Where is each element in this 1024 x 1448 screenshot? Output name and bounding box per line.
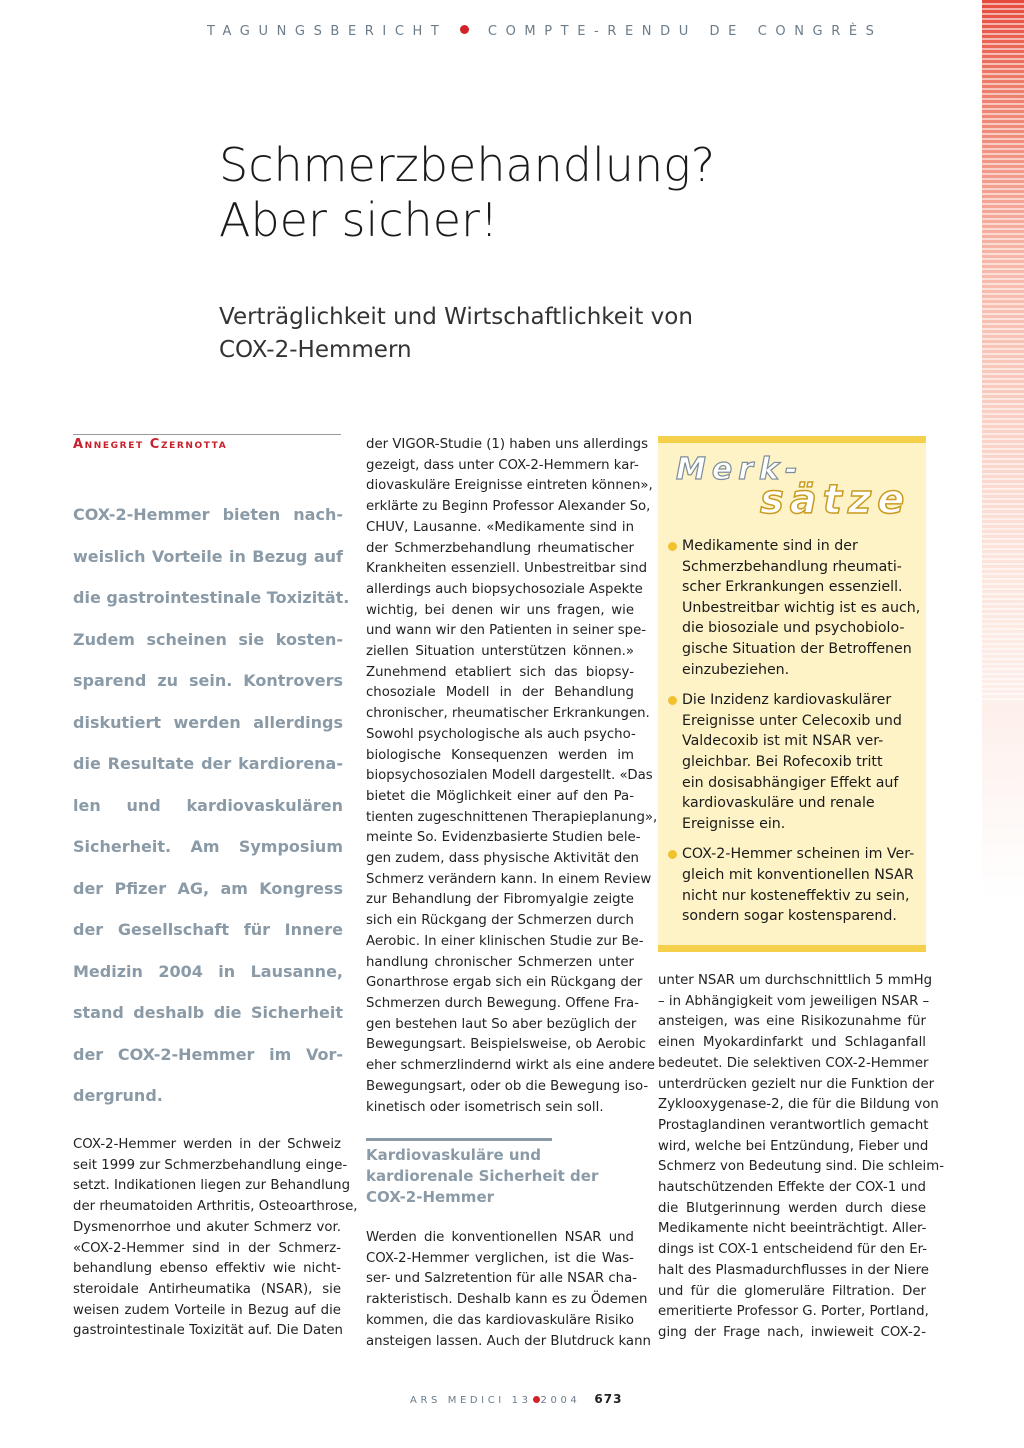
key-point-line: die biosoziale und psychobiolo- [682, 620, 905, 637]
key-point-line: Unbestreitbar wichtig ist es auch, [682, 599, 921, 616]
text-line: die Resultate der kardiorena- [73, 754, 343, 773]
text-line: Zyklooxygenase-2, die für die Bildung von [658, 1097, 939, 1113]
text-line: wird, welche bei Entzündung, Fieber und [658, 1138, 929, 1154]
text-line: gen zudem, dass physische Aktivität den [366, 851, 639, 867]
text-line: rakteristisch. Deshalb kann es zu Ödemen [366, 1292, 648, 1308]
text-line: eher schmerzlindernd wirkt als eine andere [366, 1058, 655, 1074]
header-right: COMPTE-RENDU DE CONGRÈS [487, 24, 883, 39]
text-line: weisen zudem Vorteile in Bezug auf die [73, 1302, 341, 1318]
footer-dot-icon [533, 1396, 540, 1403]
text-line: dergrund. [73, 1086, 163, 1105]
text-line: ging der Frage nach, inwieweit COX-2- [658, 1324, 926, 1340]
text-line: Krankheiten essenziell. Unbestreitbar sind [366, 561, 648, 577]
text-line: diovaskuläre Ereignisse eintreten können», [366, 478, 653, 494]
text-line: halt des Plasmadurchflusses in der Niere [658, 1262, 929, 1278]
text-line: zur Behandlung der Fibromyalgie zeigte [366, 892, 634, 908]
key-point-line: Medikamente sind in der [682, 538, 858, 554]
body-column-2 [366, 435, 658, 1118]
text-line: Werden die konventionellen NSAR und [366, 1230, 634, 1245]
text-line: der COX-2-Hemmer im Vor- [73, 1044, 343, 1064]
text-line: seit 1999 zur Schmerzbehandlung einge- [73, 1157, 348, 1173]
text-line: die Blutgerinnung werden durch diese [658, 1200, 926, 1216]
text-line: Bewegungsart, oder ob die Bewegung iso- [366, 1078, 649, 1094]
text-line: biopsychosozialen Modell dargestellt. «Das [366, 768, 653, 784]
text-line: Bewegungsart. Beispielsweise, ob Aerobic [366, 1037, 647, 1053]
section-heading [366, 1138, 599, 1208]
text-line: hautschützenden Effekte der COX-1 und [658, 1180, 926, 1196]
key-point-line: Schmerzbehandlung rheumati- [682, 558, 902, 575]
text-line: der VIGOR-Studie (1) haben uns allerdings [366, 437, 649, 452]
text-line: die gastrointestinale Toxizität. [73, 588, 350, 607]
title-line: Aber sicher! [219, 193, 499, 247]
lead-paragraph [73, 494, 350, 1117]
footer-journal: ARS MEDICI 13 [410, 1395, 532, 1406]
bullet-dot-icon [668, 696, 677, 705]
text-line: COX-2-Hemmer verglichen, ist die Was- [366, 1250, 634, 1266]
key-point-line: einzubeziehen. [682, 661, 790, 678]
body-column-3 [658, 971, 944, 1344]
body-column-1 [73, 1135, 358, 1342]
text-line: stand deshalb die Sicherheit [73, 1003, 343, 1022]
subtitle-line: COX-2-Hemmern [219, 337, 412, 363]
body-column-2-continued [366, 1228, 651, 1352]
page-footer [410, 1392, 622, 1406]
running-header [207, 24, 883, 39]
text-line: meinte So. Evidenzbasierte Studien bele- [366, 830, 641, 846]
text-line: gastrointestinale Toxizität auf. Die Daten [73, 1323, 343, 1339]
key-point-line: nicht nur kosteneffektiv zu sein, [682, 887, 910, 904]
text-line: Dysmenorrhoe und akuter Schmerz vor. [73, 1219, 341, 1235]
key-points-title-top: Merk- [676, 452, 804, 487]
title-line: Schmerzbehandlung? [219, 138, 716, 192]
text-line: und wann wir den Patienten in seiner spe- [366, 623, 647, 639]
text-line: Schmerzen durch Bewegung. Offene Fra- [366, 995, 639, 1011]
key-point-item [668, 536, 920, 680]
text-line: ansteigen, was eine Risikozunahme für [658, 1014, 926, 1030]
text-line: diskutiert werden allerdings [73, 712, 343, 732]
key-points-title-bottom: sätze [760, 477, 911, 523]
text-line: Sowohl psychologische als auch psycho- [366, 726, 636, 742]
key-point-line: gleichbar. Bei Rofecoxib tritt [682, 753, 883, 770]
text-line: Aerobic. In einer klinischen Studie zur Be- [366, 933, 644, 949]
text-line: steroidale Antirheumatika (NSAR), sie [73, 1281, 341, 1297]
text-line: Prostaglandinen verantwortlich gemacht [658, 1117, 929, 1133]
key-point-line: gleich mit konventionellen NSAR [682, 866, 914, 883]
key-point-line: gische Situation der Betroffenen [682, 640, 912, 657]
text-line: einen Myokardinfarkt und Schlaganfall [658, 1035, 926, 1051]
text-line: unterdrücken gezielt nur die Funktion der [658, 1076, 935, 1092]
article-subtitle [219, 301, 693, 367]
key-point-line: ein dosisabhängiger Effekt auf [682, 774, 899, 791]
text-line: kommen, die das kardiovaskuläre Risiko [366, 1312, 634, 1328]
section-heading-line: COX-2-Hemmer [366, 1188, 495, 1206]
text-line: setzt. Indikationen liegen zur Behandlung [73, 1178, 351, 1194]
text-line: weislich Vorteile in Bezug auf [73, 546, 343, 566]
text-line: Zudem scheinen sie kosten- [73, 629, 343, 649]
text-line: Medizin 2004 in Lausanne, [73, 961, 343, 981]
text-line: bietet die Möglichkeit einer auf den Pa- [366, 788, 634, 804]
subtitle-line: Verträglichkeit und Wirtschaftlichkeit von [219, 304, 693, 330]
text-line: erklärte zu Beginn Professor Alexander So, [366, 499, 651, 515]
key-points-list [668, 536, 920, 937]
text-line: unter NSAR um durchschnittlich 5 mmHg [658, 973, 933, 988]
text-line: bedeutet. Die selektiven COX-2-Hemmer [658, 1055, 929, 1071]
text-line: chronischer, rheumatischer Erkrankungen. [366, 706, 650, 722]
key-point-item [668, 844, 920, 926]
text-line: chosoziale Modell in der Behandlung [366, 685, 634, 701]
author-name: Annegret Czernotta [73, 434, 341, 452]
header-dot-icon [460, 25, 469, 34]
text-line: – in Abhängigkeit vom jeweiligen NSAR – [658, 993, 930, 1009]
section-heading-line: kardiorenale Sicherheit der [366, 1167, 599, 1185]
key-point-line: Valdecoxib ist mit NSAR ver- [682, 733, 884, 750]
text-line: «COX-2-Hemmer sind in der Schmerz- [73, 1240, 341, 1256]
text-line: gen bestehen laut So aber bezüglich der [366, 1016, 637, 1032]
text-line: Schmerz verändern kann. In einem Review [366, 871, 652, 887]
key-point-line: COX-2-Hemmer scheinen im Ver- [682, 846, 915, 863]
text-line: ansteigen lassen. Auch der Blutdruck kann [366, 1333, 651, 1349]
page-edge-lines [982, 0, 1024, 700]
key-point-item [668, 690, 920, 834]
key-point-line: Ereignisse unter Celecoxib und [682, 712, 902, 729]
footer-year: 2004 [540, 1395, 581, 1406]
text-line: biologische Konsequenzen werden im [366, 747, 634, 763]
bullet-dot-icon [668, 542, 677, 551]
article-title [219, 138, 715, 248]
text-line: CHUV, Lausanne. «Medikamente sind in [366, 519, 634, 535]
text-line: Schmerz von Bedeutung sind. Die schleim- [658, 1159, 944, 1175]
text-line: handlung chronischer Schmerzen unter [366, 954, 634, 970]
text-line: tienten zugeschnittenen Therapieplanung», [366, 809, 658, 825]
key-point-line: scher Erkrankungen essenziell. [682, 579, 903, 596]
bullet-dot-icon [668, 850, 677, 859]
text-line: der Schmerzbehandlung rheumatischer [366, 540, 634, 556]
text-line: emeritierte Professor G. Porter, Portland, [658, 1304, 929, 1320]
text-line: Zunehmend etabliert sich das biopsy- [366, 664, 634, 680]
text-line: behandlung ebenso effektiv wie nicht- [73, 1261, 341, 1277]
text-line: gezeigt, dass unter COX-2-Hemmern kar- [366, 457, 639, 473]
text-line: len und kardiovaskulären [73, 795, 343, 815]
text-line: der rheumatoiden Arthritis, Osteoarthrose, [73, 1199, 358, 1215]
key-point-line: sondern sogar kostensparend. [682, 908, 897, 925]
header-left: TAGUNGSBERICHT [207, 24, 448, 39]
text-line: kinetisch oder isometrisch sein soll. [366, 1099, 604, 1115]
text-line: allerdings auch biopsychosoziale Aspekte [366, 581, 643, 597]
text-line: Medikamente nicht beeinträchtigt. Aller- [658, 1221, 927, 1237]
text-line: der Gesellschaft für Innere [73, 920, 343, 939]
text-line: ziellen Situation unterstützen können.» [366, 644, 634, 660]
text-line: Gonarthrose ergab sich ein Rückgang der [366, 975, 643, 991]
key-point-line: kardiovaskuläre und renale [682, 795, 875, 812]
section-heading-line: Kardiovaskuläre und [366, 1146, 541, 1164]
page-number: 673 [594, 1392, 623, 1406]
text-line: sich ein Rückgang der Schmerzen durch [366, 913, 634, 929]
text-line: Sicherheit. Am Symposium [73, 837, 343, 856]
key-point-line: Die Inzidenz kardiovaskulärer [682, 692, 892, 709]
text-line: der Pfizer AG, am Kongress [73, 878, 343, 898]
text-line: sparend zu sein. Kontrovers [73, 671, 343, 690]
text-line: ser- und Salzretention für alle NSAR cha- [366, 1271, 638, 1287]
text-line: COX-2-Hemmer bieten nach- [73, 505, 343, 524]
text-line: COX-2-Hemmer werden in der Schweiz [73, 1137, 341, 1152]
text-line: dings ist COX-1 entscheidend für den Er- [658, 1242, 928, 1258]
key-point-line: Ereignisse ein. [682, 815, 786, 832]
text-line: und für die glomeruläre Filtration. Der [658, 1283, 926, 1299]
text-line: wichtig, bei denen wir uns fragen, wie [366, 602, 634, 618]
